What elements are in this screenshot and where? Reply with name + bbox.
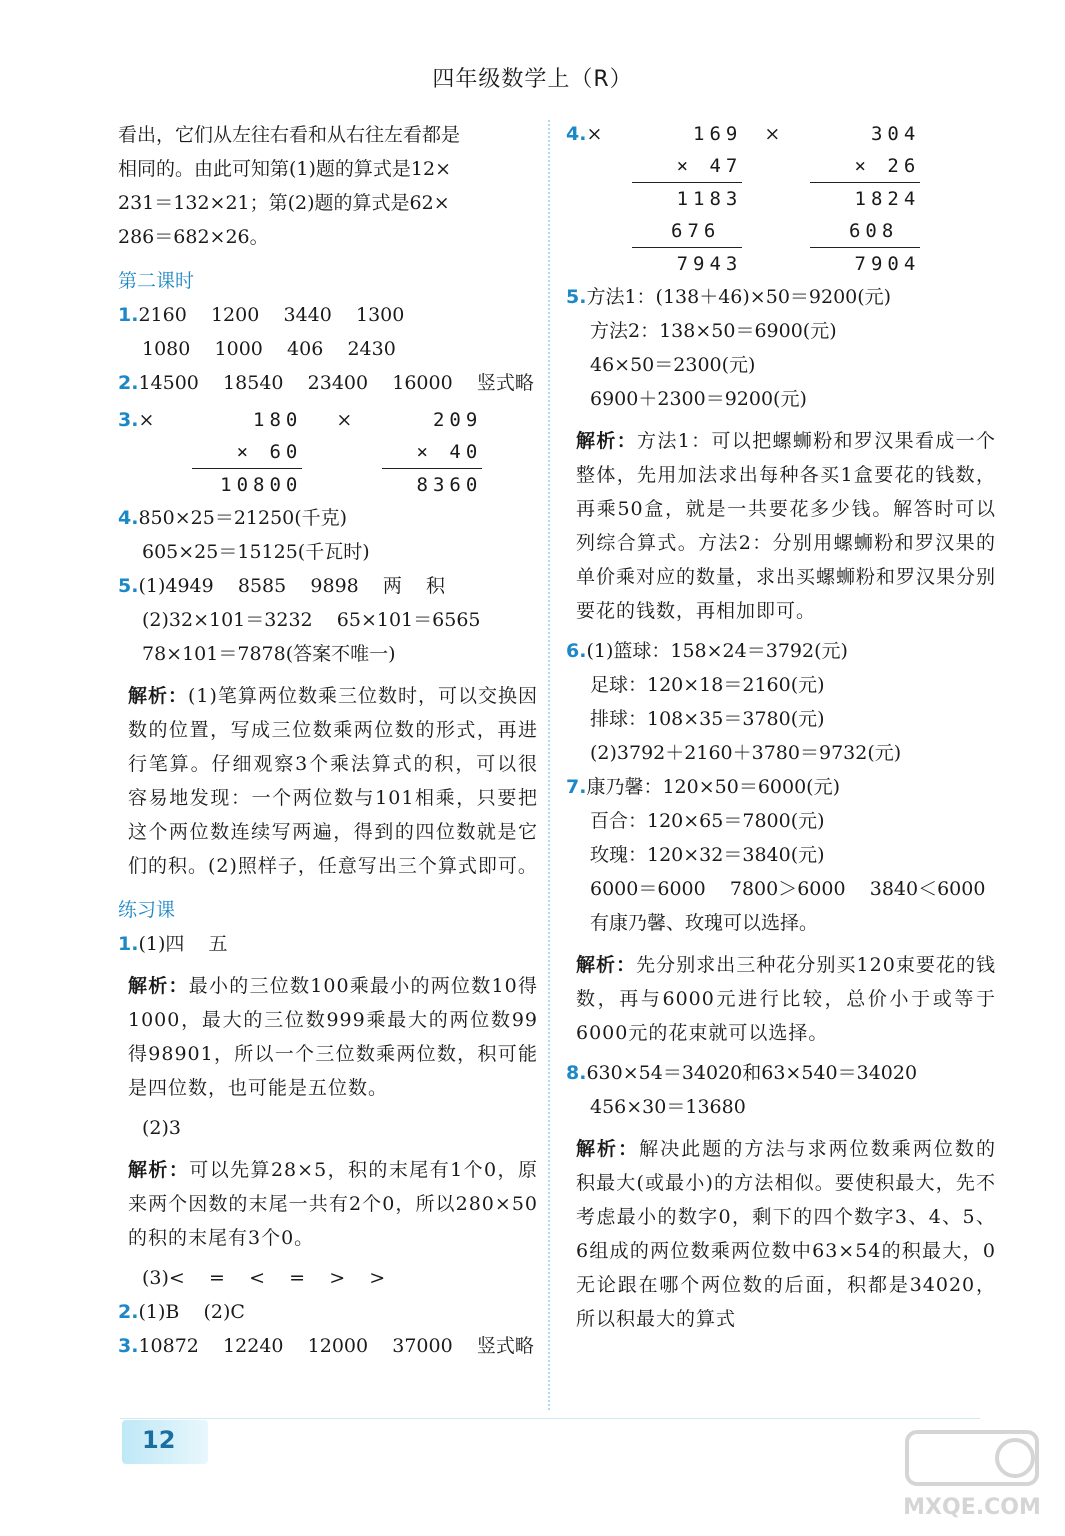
answer-text: (3)< = < = > > (142, 1267, 386, 1289)
page-number-badge (122, 1420, 208, 1464)
calc-row: 676 (632, 215, 742, 248)
wrong-mark: × (586, 123, 603, 145)
answer-text: (1)篮球：158×24＝3792(元) (586, 640, 848, 662)
analysis-paragraph (128, 679, 538, 883)
answer-text: 78×101＝7878(答案不唯一) (142, 643, 396, 665)
answer-text: 玫瑰：120×32＝3840(元) (590, 844, 825, 866)
analysis-text: 可以先算28×5，积的末尾有1个0，原来两个因数的末尾一共有2个0，所以280×50的积的末尾有3个0。 (128, 1159, 538, 1249)
analysis-label: 解析： (576, 954, 637, 976)
answer-text: 6900＋2300＝9200(元) (590, 388, 807, 410)
analysis-text: 方法1：可以把螺蛳粉和罗汉果看成一个整体，先用加法求出每种各买1盒要花的钱数，再乘50盒，就是一共要花多少钱。解答时可以列综合算式。方法2：分别用螺蛳粉和罗汉果的单价乘对应的数量，求出买螺蛳粉和罗汉果分别要花的钱数，再相加即可。 (576, 430, 997, 622)
left-column (118, 118, 538, 1363)
vertical-calc (192, 404, 302, 501)
answer-text: 14500 18540 23400 16000 竖式略 (138, 372, 534, 394)
answer-text: 有康乃馨、玫瑰可以选择。 (590, 912, 819, 934)
section-title: 第二课时 (118, 270, 195, 292)
vertical-calc-block (566, 118, 996, 280)
vertical-calc (382, 404, 482, 501)
answer-text: 850×25＝21250(千克) (138, 507, 348, 529)
question-number: 5. (566, 286, 587, 308)
calc-row: 7904 (854, 253, 921, 275)
answer-text: 方法2：138×50＝6900(元) (590, 320, 837, 342)
analysis-label: 解析： (128, 975, 189, 997)
answer-text: 排球：108×35＝3780(元) (590, 708, 825, 730)
intro-line: 286＝682×26。 (118, 226, 269, 248)
calc-row: 180 (236, 409, 303, 431)
calc-row: 10800 (220, 474, 303, 496)
calc-row: 8360 (416, 474, 483, 496)
answer-text: 10872 12240 12000 37000 竖式略 (138, 1335, 534, 1357)
calc-row: × 60 (192, 436, 302, 469)
answer-text: 6000＝6000 7800＞6000 3840＜6000 (590, 878, 986, 900)
vertical-calc (810, 118, 920, 280)
wrong-mark: × (764, 123, 781, 145)
answer-text: (2)32×101＝3232 65×101＝6565 (142, 609, 481, 631)
calc-row: × 26 (810, 150, 920, 183)
answer-text: 足球：120×18＝2160(元) (590, 674, 825, 696)
calc-row: × 40 (382, 436, 482, 469)
watermark-logo (897, 1424, 1047, 1524)
calc-row: 209 (432, 409, 483, 431)
vertical-calc-block (118, 404, 538, 501)
analysis-text: 解决此题的方法与求两位数乘两位数的积最大(或最小)的方法相似。要使积最大，先不考虑最小的数字0，剩下的四个数字3、4、5、6组成的两位数乘两位数中63×54的积最大，0无论跟在哪个两位数的后面，积都是34020，所以积最大的算式 (576, 1138, 996, 1330)
calc-row: 1183 (676, 188, 743, 210)
analysis-label: 解析： (128, 1159, 190, 1181)
calc-row: 7943 (676, 253, 743, 275)
question-number: 6. (566, 640, 587, 662)
question-number: 2. (118, 1301, 139, 1323)
page-header: 四年级数学上（R） (432, 67, 633, 92)
section-title: 练习课 (118, 899, 176, 921)
answer-text: (2)3792＋2160＋3780＝9732(元) (590, 742, 902, 764)
question-number: 8. (566, 1062, 587, 1084)
question-number: 1. (118, 304, 139, 326)
intro-line: 相同的。由此可知第(1)题的算式是12× (118, 158, 452, 180)
calc-row: 304 (870, 123, 921, 145)
footer-rule (120, 1418, 980, 1419)
answer-text: (1)四 五 (138, 933, 228, 955)
answer-text: 456×30＝13680 (590, 1096, 746, 1118)
question-number: 3. (118, 1335, 139, 1357)
answer-text: (1)4949 8585 9898 两 积 (138, 575, 446, 597)
answer-text: 605×25＝15125(千瓦时) (142, 541, 370, 563)
question-number: 1. (118, 933, 139, 955)
vertical-calc (632, 118, 742, 280)
question-number: 4. (118, 507, 139, 529)
calc-row: × 47 (632, 150, 742, 183)
analysis-paragraph (128, 1153, 538, 1255)
question-number: 5. (118, 575, 139, 597)
analysis-label: 解析： (576, 1138, 640, 1160)
intro-line: 231＝132×21；第(2)题的算式是62× (118, 192, 450, 214)
wrong-mark: × (138, 409, 155, 431)
answer-text: 1080 1000 406 2430 (142, 338, 396, 360)
analysis-text: 先分别求出三种花分别买120束要花的钱数，再与6000元进行比较，总价小于或等于6000元的花束就可以选择。 (576, 954, 996, 1044)
analysis-text: 最小的三位数100乘最小的两位数10得1000，最大的三位数999乘最大的两位数99得98901，所以一个三位数乘两位数，积可能是四位数，也可能是五位数。 (128, 975, 538, 1099)
analysis-paragraph (576, 424, 996, 628)
question-number: 3. (118, 409, 139, 431)
calc-row: 1824 (854, 188, 921, 210)
right-column (566, 118, 996, 1342)
analysis-text: (1)笔算两位数乘三位数时，可以交换因数的位置，写成三位数乘两位数的形式，再进行笔算。仔细观察3个乘法算式的积，可以很容易地发现：一个两位数与101相乘，只要把这个两位数连续写两遍，得到的四位数就是它们的积。(2)照样子，任意写出三个算式即可。 (128, 685, 538, 877)
answer-text: 方法1：(138＋46)×50＝9200(元) (586, 286, 892, 308)
answer-text: (2)3 (142, 1117, 182, 1139)
question-number: 7. (566, 776, 587, 798)
analysis-label: 解析： (576, 430, 638, 452)
answer-text: 630×54＝34020和63×540＝34020 (586, 1062, 918, 1084)
answer-text: 46×50＝2300(元) (590, 354, 756, 376)
analysis-paragraph (128, 969, 538, 1105)
calc-row: 608 (810, 215, 920, 248)
question-number: 2. (118, 372, 139, 394)
calc-row: 169 (693, 123, 743, 145)
column-divider (548, 120, 550, 1410)
question-number: 4. (566, 123, 587, 145)
page-number: 12 (142, 1426, 176, 1454)
analysis-label: 解析： (128, 685, 189, 707)
answer-text: 百合：120×65＝7800(元) (590, 810, 825, 832)
analysis-paragraph (576, 1132, 996, 1336)
answer-text: (1)B (2)C (138, 1301, 245, 1323)
analysis-paragraph (576, 948, 996, 1050)
answer-text: 康乃馨：120×50＝6000(元) (586, 776, 840, 798)
wrong-mark: × (336, 409, 353, 431)
intro-line: 看出，它们从左往右看和从右往左看都是 (118, 124, 461, 146)
watermark-text: MXQE.COM (903, 1495, 1041, 1520)
answer-text: 2160 1200 3440 1300 (138, 304, 405, 326)
